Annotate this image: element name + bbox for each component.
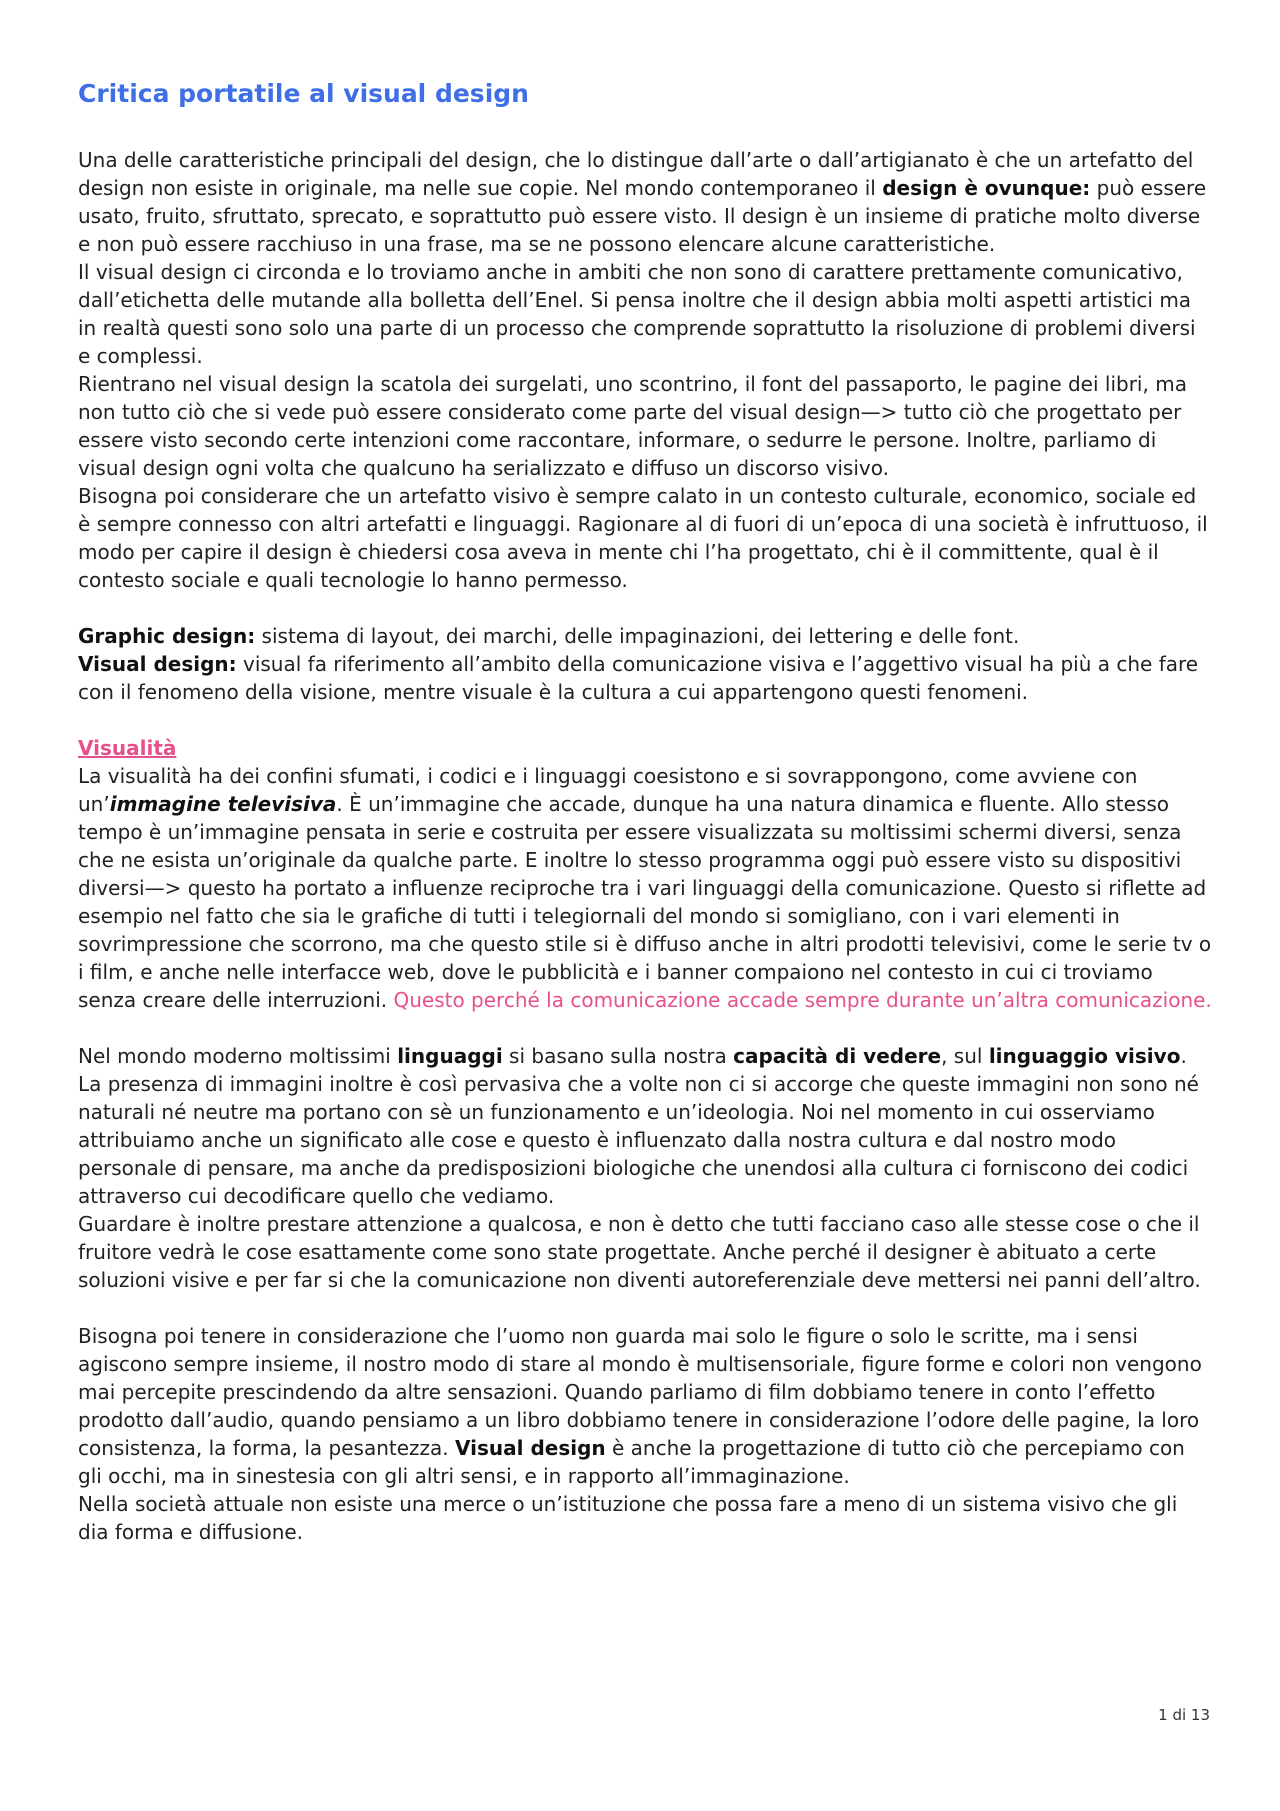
document-page (78, 76, 1212, 1546)
intro-section (78, 146, 1212, 594)
visualita-text: . È un’immagine che accade, dunque ha una natura dinamica e fluente. Allo stesso tempo è un’immagine pensata in serie e costruita per essere visualizzata su moltissimi schermi diversi, senza che ne esista un’originale da qualche parte. E inoltre lo stesso programma oggi può essere visto su dispositivi diversi—> questo ha portato a influenze reciproche tra i vari linguaggi della comunicazione. Questo si riflette ad esempio nel fatto che sia le grafiche di tutti i telegiornali del mondo si somigliano, con i vari elementi in sovrimpressione che scorrono, ma che questo stile si è diffuso anche in altri prodotti televisivi, come le serie tv o i film, e anche nelle interfacce web, dove le pubblicità e i banner compaiono nel contesto in cui ci troviamo senza creare delle interruzioni. (78, 792, 1212, 1012)
moderno-section (78, 1042, 1212, 1294)
sensi-text: è anche la progettazione di tutto ciò che percepiamo con gli occhi, ma in sinestesia con gli altri sensi, e in rapporto all’immaginazione. (78, 1436, 1185, 1488)
sensi-section (78, 1322, 1212, 1546)
sensi-paragraph-1 (78, 1322, 1212, 1490)
sensi-bold: Visual design (455, 1436, 606, 1460)
intro-paragraph-4: Bisogna poi considerare che un artefatto visivo è sempre calato in un contesto culturale, economico, sociale ed è sempre connesso con altri artefatti e linguaggi. Ragionare al di fuori di un’epoca di una società è infruttuoso, il modo per capire il design è chiedersi cosa aveva in mente chi l’ha progettato, chi è il committente, qual è il contesto sociale e quali tecnologie lo hanno permesso. (78, 484, 1208, 592)
intro-text: può essere usato, fruito, sfruttato, sprecato, e soprattutto può essere visto. Il design è un insieme di pratiche molto diverse e non può essere racchiuso in una frase, ma se ne possono elencare alcune caratteristiche. (78, 176, 1207, 256)
intro-paragraph-3: Rientrano nel visual design la scatola dei surgelati, uno scontrino, il font del passaporto, le pagine dei libri, ma non tutto ciò che si vede può essere considerato come parte del visual design—> tutto ciò che progettato per essere visto secondo certe intenzioni come raccontare, informare, o sedurre le persone. Inoltre, parliamo di visual design ogni volta che qualcuno ha serializzato e diffuso un discorso visivo. (78, 372, 1187, 480)
visual-design-label: Visual design: (78, 652, 237, 676)
page-title: Critica portatile al visual design (78, 79, 529, 108)
intro-bold-phrase: design è ovunque: (882, 176, 1091, 200)
graphic-design-label: Graphic design: (78, 624, 256, 648)
visual-design-definition (78, 650, 1212, 706)
page-number: 1 di 13 (1158, 1706, 1210, 1724)
moderno-text: Nel mondo moderno moltissimi (78, 1044, 398, 1068)
sensi-text: Bisogna poi tenere in considerazione che l’uomo non guarda mai solo le figure o solo le scritte, ma i sensi agiscono sempre insieme, il nostro modo di stare al mondo è multisensoriale, figure forme e colori non vengono mai percepite prescindendo da altre sensazioni. Quando parliamo di film dobbiamo tenere in conto l’effetto prodotto dall’audio, quando pensiamo a un libro dobbiamo tenere in considerazione l’odore delle pagine, la loro consistenza, la forma, la pesantezza. (78, 1324, 1202, 1460)
sensi-paragraph-2: Nella società attuale non esiste una merce o un’istituzione che possa fare a meno di un sistema visivo che gli dia forma e diffusione. (78, 1492, 1178, 1544)
moderno-paragraph-1 (78, 1042, 1212, 1210)
moderno-paragraph-2: Guardare è inoltre prestare attenzione a qualcosa, e non è detto che tutti facciano caso alle stesse cose o che il fruitore vedrà le cose esattamente come sono state progettate. Anche perché il designer è abituato a certe soluzioni visive e per far si che la comunicazione non diventi autoreferenziale deve mettersi nei panni dell’altro. (78, 1212, 1201, 1292)
definitions-section (78, 622, 1212, 706)
intro-text: Una delle caratteristiche principali del design, che lo distingue dall’arte o dall’artigianato è che un artefatto del design non esiste in originale, ma nelle sue copie. Nel mondo contemporaneo il (78, 148, 1194, 200)
intro-paragraph-1 (78, 146, 1212, 258)
visual-design-text: visual fa riferimento all’ambito della comunicazione visiva e l’aggettivo visual ha più a che fare con il fenomeno della visione, mentre visuale è la cultura a cui appartengono questi fenomeni. (78, 652, 1199, 704)
graphic-design-definition (78, 622, 1212, 650)
moderno-bold: capacità di vedere (733, 1044, 942, 1068)
moderno-text: , sul (941, 1044, 989, 1068)
graphic-design-text: sistema di layout, dei marchi, delle impaginazioni, dei lettering e delle font. (255, 624, 1020, 648)
visualita-paragraph (78, 762, 1212, 1014)
moderno-text: si basano sulla nostra (502, 1044, 734, 1068)
visualita-text: La visualità ha dei confini sfumati, i codici e i linguaggi coesistono e si sovrappongono, come avviene con un’ (78, 764, 1138, 816)
moderno-text: . La presenza di immagini inoltre è così pervasiva che a volte non ci si accorge che queste immagini non sono né naturali né neutre ma portano con sè un funzionamento e un’ideologia. Noi nel momento in cui osserviamo attribuiamo anche un significato alle cose e questo è influenzato dalla nostra cultura e dal nostro modo personale di pensare, ma anche da predisposizioni biologiche che unendosi alla cultura ci forniscono dei codici attraverso cui decodificare quello che vediamo. (78, 1044, 1199, 1208)
visualita-highlight: Questo perché la comunicazione accade sempre durante un’altra comunicazione. (393, 988, 1212, 1012)
visualita-section (78, 734, 1212, 1014)
moderno-bold: linguaggi (397, 1044, 503, 1068)
section-heading-visualita: Visualità (78, 736, 177, 760)
moderno-bold: linguaggio visivo (988, 1044, 1181, 1068)
intro-paragraph-2: Il visual design ci circonda e lo troviamo anche in ambiti che non sono di carattere prettamente comunicativo, dall’etichetta delle mutande alla bolletta dell’Enel. Si pensa inoltre che il design abbia molti aspetti artistici ma in realtà questi sono solo una parte di un processo che comprende soprattutto la risoluzione di problemi diversi e complessi. (78, 260, 1196, 368)
visualita-emphasis: immagine televisiva (109, 792, 337, 816)
